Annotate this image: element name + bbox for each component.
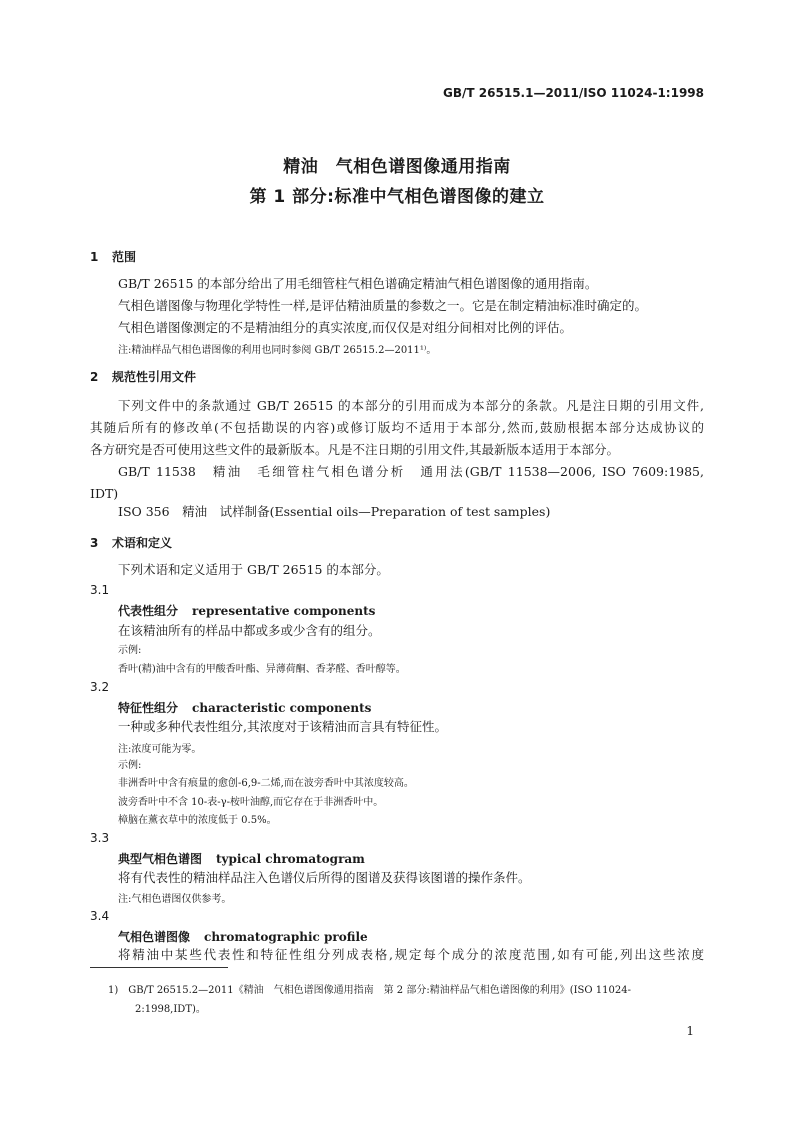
term-heading [118,850,365,867]
section-number: 1 [90,250,99,264]
definition: 在该精油所有的样品中都或多或少含有的组分。 [118,623,381,638]
section-2-heading [90,368,196,385]
paragraph: 下列术语和定义适用于 GB/T 26515 的本部分。 [118,562,389,577]
reference-line: IDT) [90,486,119,501]
definition: 将精油中某些代表性和特征性组分列成表格,规定每个成分的浓度范围,如有可能,列出这些浓度 [118,947,704,962]
paragraph-line: 下列文件中的条款通过 GB/T 26515 的本部分的引用而成为本部分的条款。凡是注日期的引用文件, [118,398,704,413]
section-title: 术语和定义 [112,536,173,550]
paragraph: GB/T 26515 的本部分给出了用毛细管柱气相色谱确定精油气相色谱图像的通用指南。 [118,276,598,291]
reference-line: GB/T 11538 精油 毛细管柱气相色谱分析 通用法(GB/T 11538—2006, ISO 7609:1985, [118,464,704,479]
footnote-line: 2:1998,IDT)。 [135,1004,206,1015]
example-label: 示例: [118,645,142,656]
term-en: representative components [192,604,376,618]
clause-number: 3.3 [90,831,110,845]
term-en: chromatographic profile [204,930,368,944]
reference-line: ISO 356 精油 试样制备(Essential oils—Preparation of test samples) [118,504,551,519]
paragraph-line: 各方研究是否可使用这些文件的最新版本。凡是不注日期的引用文件,其最新版本适用于本部分。 [90,442,619,457]
clause-number: 3.4 [90,909,110,923]
note: 注:气相色谱图仅供参考。 [118,894,232,905]
section-number: 3 [90,536,99,550]
example: 香叶(精)油中含有的甲酸香叶酯、异薄荷酮、香茅醛、香叶醇等。 [118,664,406,675]
standard-code: GB/T 26515.1—2011/ISO 11024-1:1998 [443,86,704,100]
paragraph-line: 其随后所有的修改单(不包括勘误的内容)或修订版均不适用于本部分,然而,鼓励根据本部分达成协议的 [90,420,704,435]
paragraph: 气相色谱图像测定的不是精油组分的真实浓度,而仅仅是对组分间相对比例的评估。 [118,320,572,335]
note: 注:精油样品气相色谱图像的利用也同时参阅 GB/T 26515.2—2011¹⁾。 [118,345,437,356]
definition: 一种或多种代表性组分,其浓度对于该精油而言具有特征性。 [118,719,447,734]
doc-title-line1: 精油 气相色谱图像通用指南 [283,157,511,177]
footnote-line: 1) GB/T 26515.2—2011《精油 气相色谱图像通用指南 第 2 部分:精油样品气相色谱图像的利用》(ISO 11024- [108,985,631,996]
term-heading [118,928,368,945]
page-number: 1 [686,1024,694,1038]
clause-number: 3.2 [90,680,110,694]
paragraph: 气相色谱图像与物理化学特性一样,是评估精油质量的参数之一。它是在制定精油标准时确定的。 [118,298,647,313]
doc-title-line2: 第 1 部分:标准中气相色谱图像的建立 [249,187,545,207]
section-number: 2 [90,370,99,384]
section-title: 规范性引用文件 [112,370,197,384]
term-en: typical chromatogram [216,852,365,866]
example: 樟脑在薰衣草中的浓度低于 0.5%。 [118,815,277,826]
note: 注:浓度可能为零。 [118,744,202,755]
term-zh: 特征性组分 [118,701,179,715]
example: 非洲香叶中含有痕量的愈创-6,9-二烯,而在波旁香叶中其浓度较高。 [118,778,414,789]
section-title: 范围 [112,250,137,264]
section-3-heading [90,534,172,551]
example: 波旁香叶中不含 10-表-γ-桉叶油醇,而它存在于非洲香叶中。 [118,797,384,808]
term-heading [118,699,371,716]
section-1-heading [90,248,136,265]
footnote-rule [90,967,228,968]
definition: 将有代表性的精油样品注入色谱仪后所得的图谱及获得该图谱的操作条件。 [118,870,531,885]
clause-number: 3.1 [90,583,110,597]
term-heading [118,602,375,619]
example-label: 示例: [118,760,142,771]
term-zh: 代表性组分 [118,604,179,618]
term-zh: 典型气相色谱图 [118,852,203,866]
term-en: characteristic components [192,701,372,715]
term-zh: 气相色谱图像 [118,930,191,944]
